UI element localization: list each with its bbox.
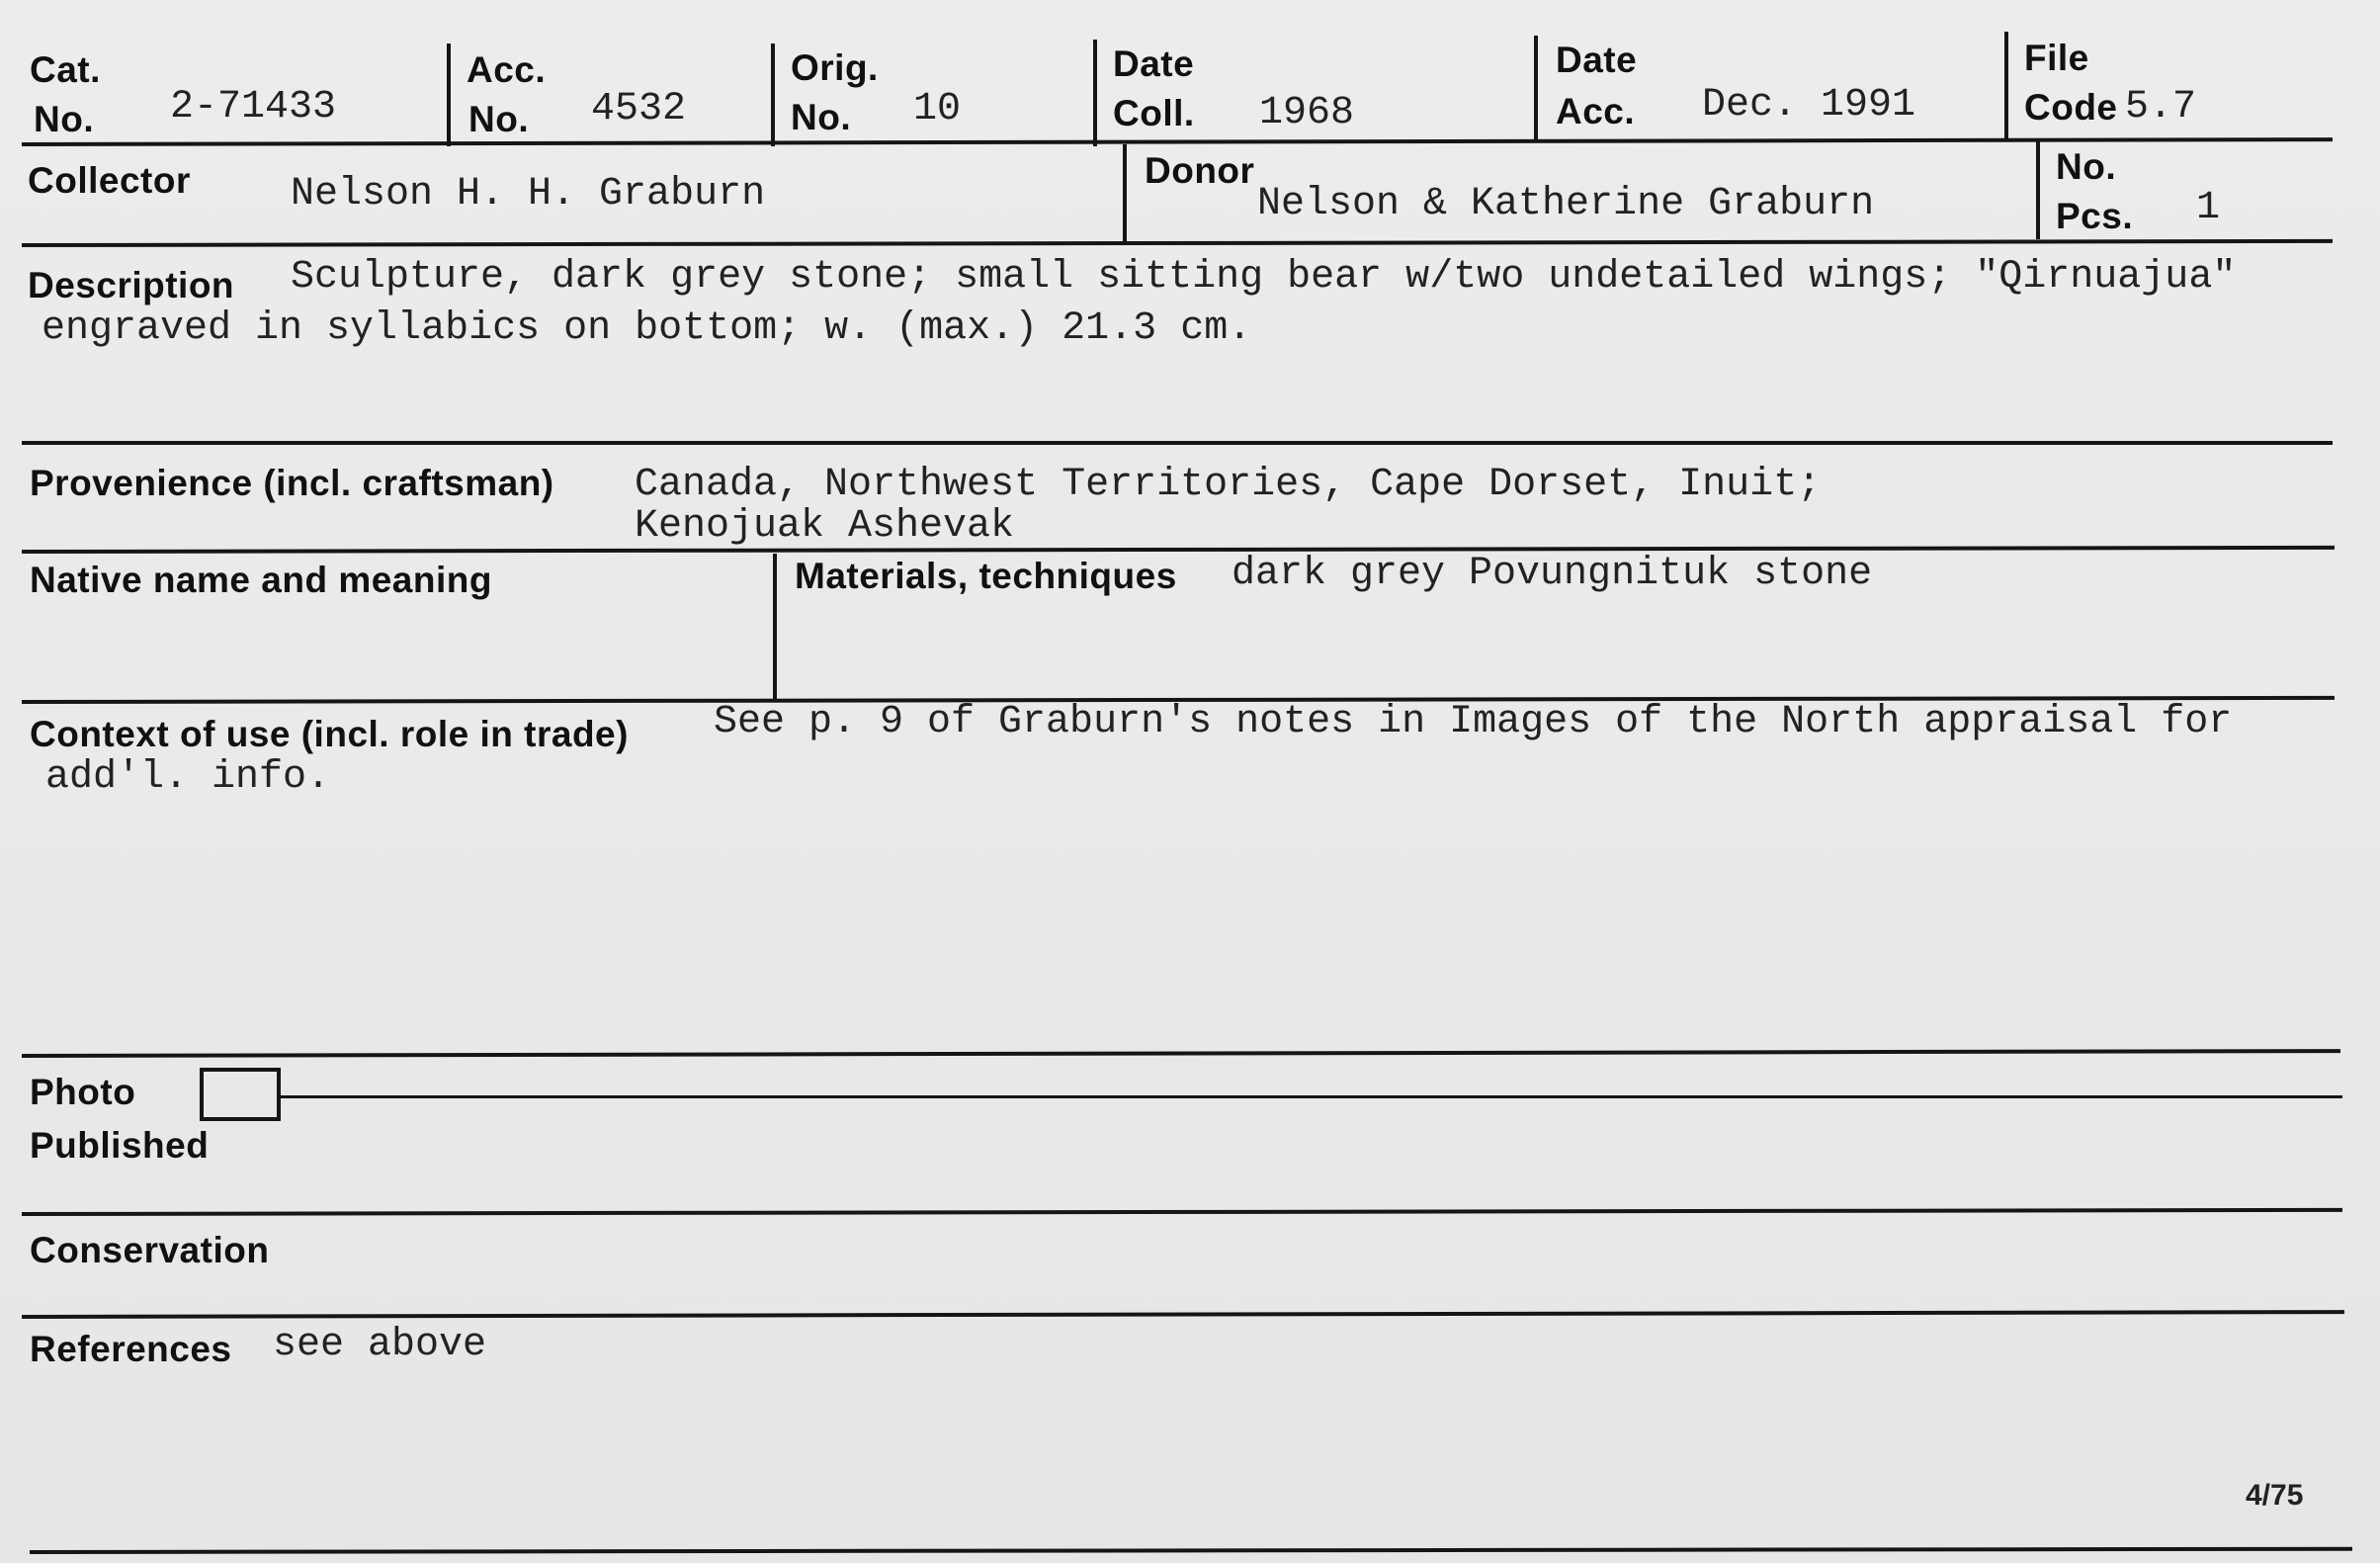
divider [1534,36,1538,142]
divider [2004,32,2008,138]
context-line-1: See p. 9 of Graburn's notes in Images of the North appraisal for [714,700,2233,744]
photo-checkbox [200,1068,281,1121]
rule [22,1310,2344,1319]
conservation-label: Conservation [30,1230,270,1270]
rule [22,1049,2340,1058]
provenience-label: Provenience (incl. craftsman) [30,463,554,503]
card-mark: 4/75 [2246,1479,2304,1512]
collector-label: Collector [28,160,191,201]
published-label: Published [30,1125,210,1166]
file-code-value: 5.7 [2125,85,2197,130]
native-name-label: Native name and meaning [30,560,492,600]
materials-value: dark grey Povungnituk stone [1232,552,1873,596]
rule [22,546,2335,554]
acc-no-value: 4532 [591,87,687,131]
date-coll-label: Date [1113,43,1195,84]
references-label: References [30,1329,232,1369]
donor-value: Nelson & Katherine Graburn [1257,182,1875,226]
context-label: Context of use (incl. role in trade) [30,714,629,754]
divider [1093,40,1097,146]
materials-label: Materials, techniques [795,556,1177,596]
rule [22,1208,2342,1216]
date-coll-label-2: Coll. [1113,93,1195,133]
divider [773,554,777,702]
divider [1123,144,1127,245]
acc-no-label: No. [468,99,530,139]
pcs-value: 1 [2196,186,2221,230]
pcs-no-label: No. [2056,146,2117,187]
date-acc-label-2: Acc. [1556,91,1636,131]
pcs-label: Pcs. [2056,196,2134,236]
date-acc-value: Dec. 1991 [1702,83,1916,128]
rule [277,1095,2342,1098]
donor-label: Donor [1145,150,1255,191]
collector-value: Nelson H. H. Graburn [291,172,766,217]
references-value: see above [273,1323,487,1367]
rule [22,441,2333,445]
file-label: File [2024,38,2089,78]
description-line-2: engraved in syllabics on bottom; w. (max.) 21.3 cm. [42,306,1252,351]
provenience-line-1: Canada, Northwest Territories, Cape Dorset, Inuit; [635,463,1822,507]
rule [22,239,2333,247]
divider [447,43,451,146]
provenience-line-2: Kenojuak Ashevak [635,504,1015,549]
orig-no-label: No. [791,97,852,137]
orig-label: Orig. [791,47,879,88]
rule [30,1547,2352,1554]
photo-label: Photo [30,1072,136,1112]
description-line-1: Sculpture, dark grey stone; small sitting bear w/two undetailed wings; "Qirnuajua" [291,255,2237,300]
orig-no-value: 10 [913,87,962,131]
cat-no-value: 2-71433 [170,85,337,130]
divider [2036,140,2040,239]
file-code-label: Code [2024,87,2118,128]
date-coll-value: 1968 [1259,91,1355,135]
divider [771,43,775,146]
rule [22,137,2333,146]
acc-label: Acc. [467,49,547,90]
date-acc-label: Date [1556,40,1638,80]
description-label: Description [28,265,235,305]
cat-no-label: No. [34,99,95,139]
context-line-2: add'l. info. [45,755,331,800]
cat-label: Cat. [30,49,101,90]
